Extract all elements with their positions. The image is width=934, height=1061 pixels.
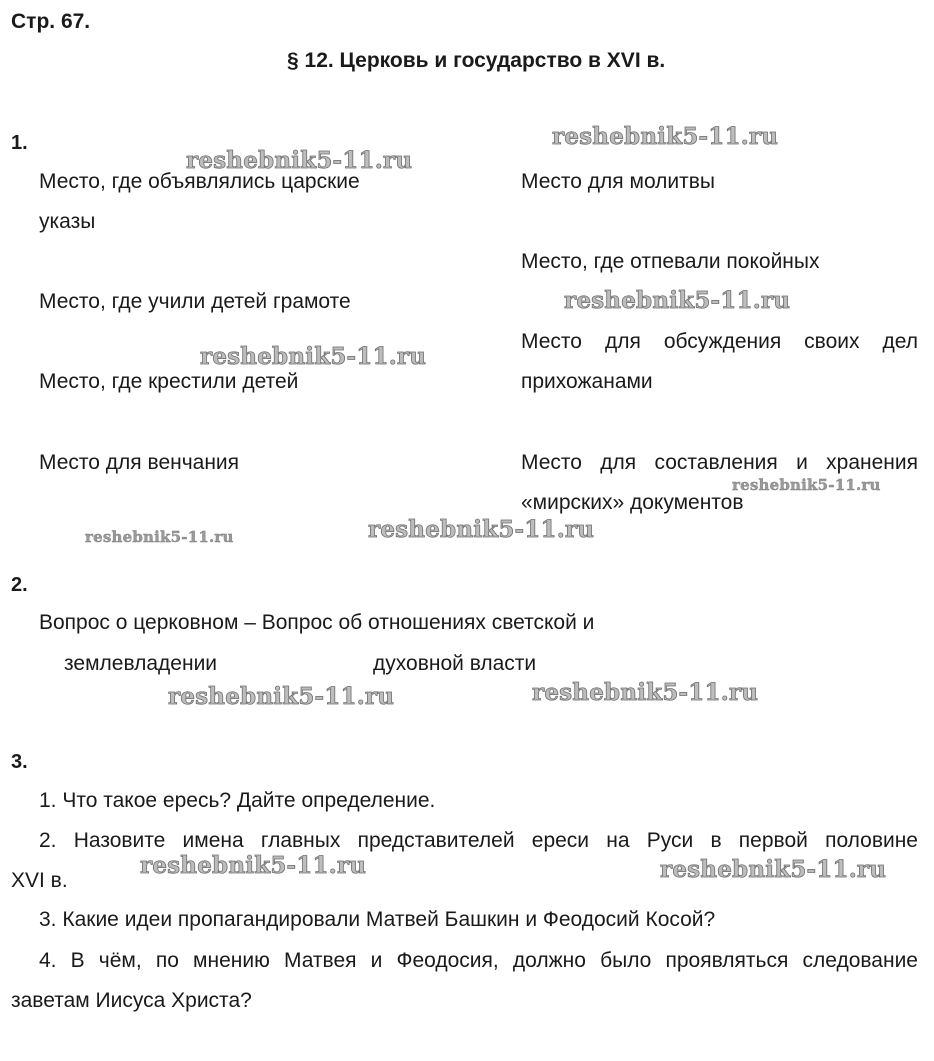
q1-right-item: Место, где отпевали покойных bbox=[521, 250, 820, 273]
q1-right-item: прихожанами bbox=[521, 370, 653, 393]
q2-right-continuation: духовной власти bbox=[373, 652, 537, 675]
question-1-number: 1. bbox=[11, 132, 28, 154]
q1-right-item: Место для составления и хранения bbox=[521, 451, 918, 474]
q3-item: 4. В чём, по мнению Матвея и Феодосия, должно было проявляться следование bbox=[39, 949, 918, 972]
q1-right-item: Место для обсуждения своих дел bbox=[521, 330, 918, 353]
q1-right-item: Место для молитвы bbox=[521, 170, 716, 193]
watermark: reshebnik5-11.ru bbox=[368, 516, 595, 543]
q2-line: Вопрос о церковном – Вопрос об отношениях светской и bbox=[39, 611, 595, 634]
page-number: Стр. 67. bbox=[11, 10, 91, 33]
q2-left-continuation: землевладении bbox=[64, 652, 218, 675]
q3-item: XVI в. bbox=[11, 869, 68, 892]
watermark: reshebnik5-11.ru bbox=[564, 287, 791, 314]
q3-item: заветам Иисуса Христа? bbox=[11, 989, 252, 1012]
watermark: reshebnik5-11.ru bbox=[168, 683, 395, 710]
q3-item: 1. Что такое ересь? Дайте определение. bbox=[39, 789, 436, 812]
q1-left-item: Место, где учили детей грамоте bbox=[39, 290, 351, 313]
watermark: reshebnik5-11.ru bbox=[532, 679, 759, 706]
q3-item: 3. Какие идеи пропагандировали Матвей Башкин и Феодосий Косой? bbox=[39, 908, 716, 931]
q1-left-item: указы bbox=[39, 210, 96, 233]
question-2-number: 2. bbox=[11, 574, 28, 596]
watermark: reshebnik5-11.ru bbox=[732, 476, 881, 494]
section-title: § 12. Церковь и государство в XVI в. bbox=[287, 49, 666, 72]
q3-item: 2. Назовите имена главных представителей ереси на Руси в первой половине bbox=[39, 829, 918, 852]
q1-left-item: Место для венчания bbox=[39, 451, 240, 474]
q1-left-item: Место, где объявлялись царские bbox=[39, 170, 360, 193]
watermark: reshebnik5-11.ru bbox=[660, 856, 887, 883]
watermark: reshebnik5-11.ru bbox=[85, 528, 234, 546]
watermark: reshebnik5-11.ru bbox=[140, 852, 367, 879]
watermark: reshebnik5-11.ru bbox=[552, 123, 779, 150]
q1-right-item: «мирских» документов bbox=[521, 491, 744, 514]
watermark: reshebnik5-11.ru bbox=[200, 343, 427, 370]
question-3-number: 3. bbox=[11, 751, 28, 773]
q1-left-item: Место, где крестили детей bbox=[39, 370, 299, 393]
watermark: reshebnik5-11.ru bbox=[186, 147, 413, 174]
